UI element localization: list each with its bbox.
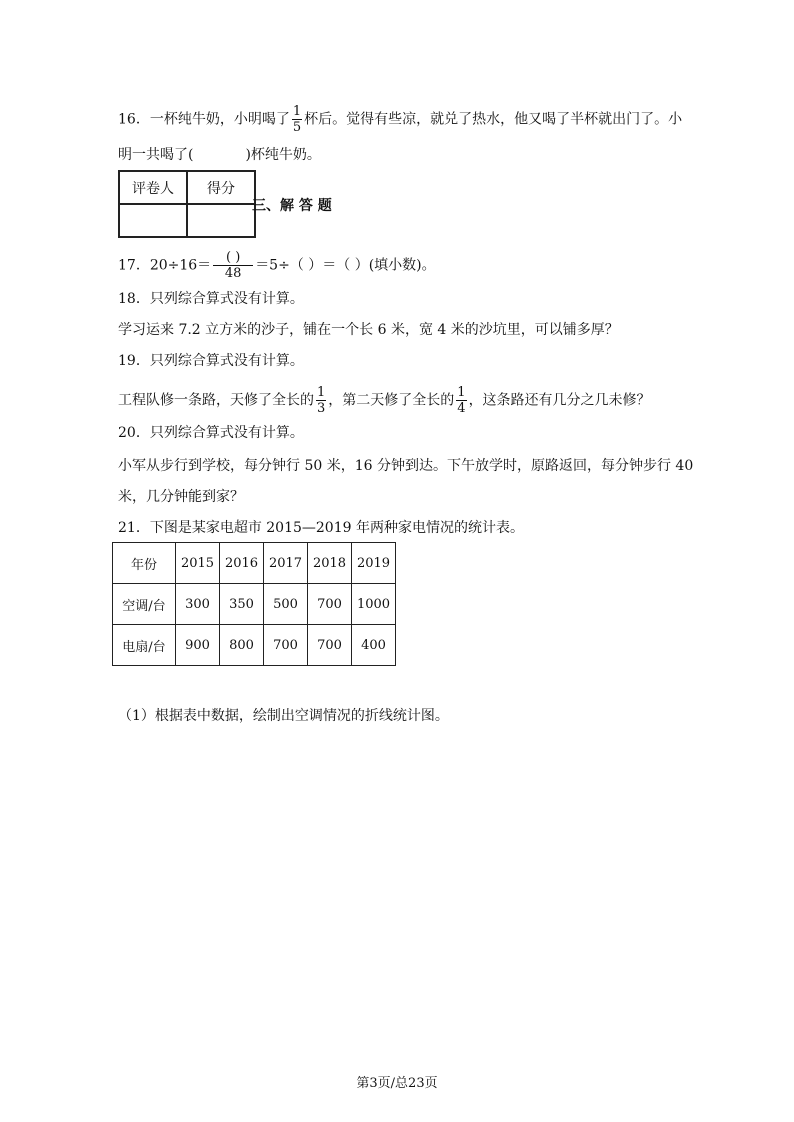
table-cell: 700 <box>308 625 352 666</box>
q17-tail: ＝5÷（ ）＝（ ）(填小数)。 <box>255 257 436 274</box>
table-cell: 500 <box>264 584 308 625</box>
table-row <box>113 584 396 625</box>
q19-fraction-1 <box>316 385 326 416</box>
reviewer-header: 评卷人 <box>119 171 187 204</box>
q18-title: 18．只列综合算式没有计算。 <box>118 291 304 307</box>
table-cell: 300 <box>176 584 220 625</box>
q19-frac1-den: 3 <box>317 401 326 416</box>
table-header-cell: 2015 <box>176 543 220 584</box>
q16-line2 <box>118 145 321 165</box>
q18-body: 学习运来 7.2 立方米的沙子，铺在一个长 6 米，宽 4 米的沙坑里，可以铺多厚？ <box>118 322 619 338</box>
table-row-label: 电扇/台 <box>113 625 176 666</box>
table-header-cell: 年份 <box>113 543 176 584</box>
table-cell: 700 <box>308 584 352 625</box>
q17-frac-num: ( ) <box>213 250 253 266</box>
table-row <box>113 543 396 584</box>
q16-text-d: )杯纯牛奶。 <box>245 147 321 163</box>
score-table <box>118 170 256 238</box>
table-cell: 350 <box>220 584 264 625</box>
q19-frac2-num: 1 <box>457 385 466 400</box>
q21-title: 21．下图是某家电超市 2015—2019 年两种家电情况的统计表。 <box>118 520 524 536</box>
q19-title: 19．只列综合算式没有计算。 <box>118 353 304 369</box>
q16-line1 <box>118 104 682 135</box>
score-table-input-row <box>119 204 255 237</box>
table-row <box>113 625 396 666</box>
q20-title: 20．只列综合算式没有计算。 <box>118 425 304 441</box>
q21-sub1: （1）根据表中数据，绘制出空调情况的折线统计图。 <box>118 708 449 724</box>
q16-text-b: 杯后。觉得有些凉，就兑了热水，他又喝了半杯就出门了。小 <box>304 111 683 128</box>
q20-body-line1: 小军从步行到学校，每分钟行 50 米，16 分钟到达。下午放学时，原路返回，每分钟步行 40 <box>118 458 694 474</box>
score-header: 得分 <box>187 171 255 204</box>
table-row-label: 空调/台 <box>113 584 176 625</box>
table-header-cell: 2016 <box>220 543 264 584</box>
table-cell: 800 <box>220 625 264 666</box>
table-cell: 900 <box>176 625 220 666</box>
page-footer: 第3页/总23页 <box>356 1076 438 1091</box>
section-title: 三、解 答 题 <box>252 198 332 214</box>
q19-frac2-den: 4 <box>457 401 466 416</box>
q19-text-c: ，这条路还有几分之几未修？ <box>468 392 651 409</box>
q19-fraction-2 <box>456 385 466 416</box>
table-header-cell: 2019 <box>352 543 396 584</box>
q16-text-a: 16．一杯纯牛奶，小明喝了 <box>118 111 290 128</box>
table-cell: 700 <box>264 625 308 666</box>
table-header-cell: 2017 <box>264 543 308 584</box>
q17-lead: 17．20÷16＝ <box>118 257 212 274</box>
table-cell: 400 <box>352 625 396 666</box>
q16-fraction <box>292 104 302 135</box>
q19-body <box>118 385 651 416</box>
score-table-header-row <box>119 171 255 204</box>
q17-line <box>118 250 436 281</box>
reviewer-cell[interactable] <box>119 204 187 237</box>
q17-fraction <box>213 250 253 281</box>
q16-frac-den: 5 <box>292 120 302 135</box>
q16-frac-num: 1 <box>292 104 302 119</box>
q19-text-a: 工程队修一条路，天修了全长的 <box>118 392 314 409</box>
table-cell: 1000 <box>352 584 396 625</box>
q19-frac1-num: 1 <box>317 385 326 400</box>
score-cell[interactable] <box>187 204 255 237</box>
q17-frac-den: 48 <box>224 266 242 281</box>
q20-body-line2: 米，几分钟能到家？ <box>118 489 244 505</box>
q16-text-c: 明一共喝了( <box>118 147 194 163</box>
q19-text-b: ，第二天修了全长的 <box>328 392 455 409</box>
table-header-cell: 2018 <box>308 543 352 584</box>
appliance-table <box>112 542 396 666</box>
